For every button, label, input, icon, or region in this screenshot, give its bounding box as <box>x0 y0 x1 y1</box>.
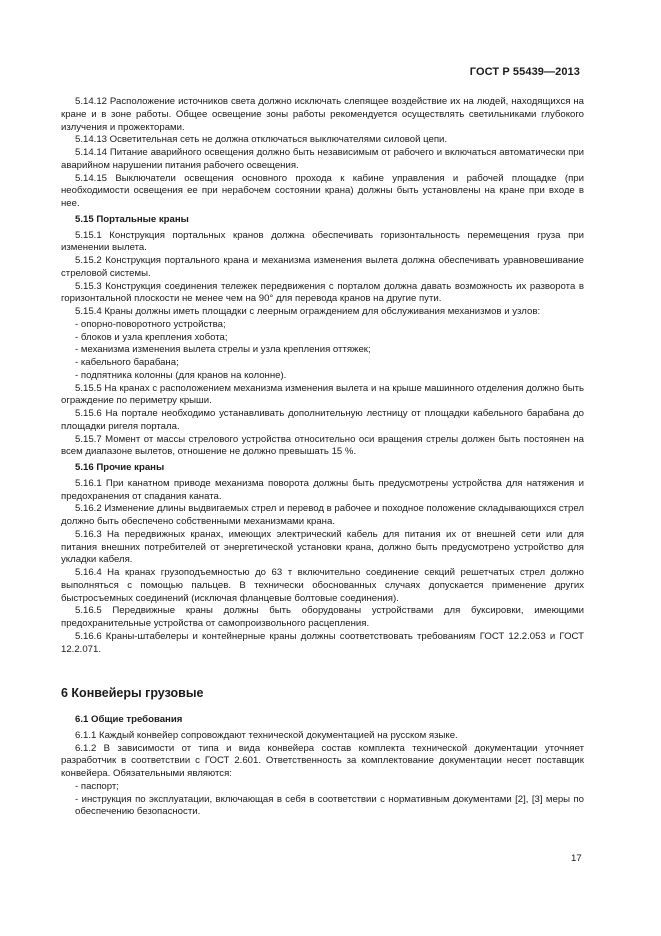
paragraph-5-16-2: 5.16.2 Изменение длины выдвигаемых стрел и перевод в рабочее и походное положение складывающихся стрел должно быть обеспечено собственными механизмами крана. <box>61 503 584 527</box>
list-item: - опорно-поворотного устройства; <box>61 319 584 332</box>
page-content <box>61 96 584 819</box>
list-item: - подпятника колонны (для кранов на колонне). <box>61 370 584 383</box>
subsection-heading-6-1: 6.1 Общие требования <box>75 714 183 725</box>
paragraph-5-14-13: 5.14.13 Осветительная сеть не должна отключаться выключателями силовой цепи. <box>75 134 448 146</box>
paragraph-5-15-6: 5.15.6 На портале необходимо устанавливать дополнительную лестницу от площадки кабельного барабана до площадки ригеля портала. <box>61 408 584 432</box>
list-item: - инструкция по эксплуатации, включающая в себя в соответствии с нормативным документами [2], [3] меры по обеспечению безопасности. <box>61 794 584 820</box>
paragraph-5-15-3: 5.15.3 Конструкция соединения тележек передвижения с порталом должна давать возможность их разворота в горизонтальной плоскости не менее чем на 90° для перевода кранов на другие пути. <box>61 280 584 305</box>
paragraph-5-15-7: 5.15.7 Момент от массы стрелового устройства относительно оси вращения стрелы должен быть постоянен на всем диапазоне вылетов, отношение не должно превышать 15 %. <box>61 433 584 458</box>
section-heading-6: 6 Конвейеры грузовые <box>61 686 204 701</box>
paragraph-5-16-1: 5.16.1 При канатном приводе механизма поворота должны быть предусмотрены устройства для натяжения и предохранения от спадания каната. <box>61 477 584 502</box>
paragraph-5-15-2: 5.15.2 Конструкция портального крана и механизма изменения вылета должна обеспечивать уравновешивание стреловой системы. <box>61 255 584 279</box>
list-item: - блоков и узла крепления хобота; <box>61 332 584 345</box>
paragraph-5-14-15: 5.14.15 Выключатели освещения основного прохода к кабине управления и рабочей площадке (при необходимости освещения ее при нерабочем состоянии крана) должны быть установлены на кране при входе в нее. <box>61 172 584 209</box>
paragraph-5-15-1: 5.15.1 Конструкция портальных кранов должна обеспечивать горизонтальность перемещения груза при изменении вылета. <box>61 229 584 254</box>
page-number: 17 <box>571 853 582 864</box>
paragraph-6-1-2: 6.1.2 В зависимости от типа и вида конвейера состав комплекта технической документации уточняет разработчик в соответствии с ГОСТ 2.601. Ответственность за комплектование документации несет поставщик конвейера. Обязательными являются: <box>61 742 584 779</box>
document-header: ГОСТ Р 55439—2013 <box>469 66 580 78</box>
subsection-heading-5-16: 5.16 Прочие краны <box>75 462 165 473</box>
list-item: - кабельного барабана; <box>61 357 584 370</box>
paragraph-5-15-4: 5.15.4 Краны должны иметь площадки с леерным ограждением для обслуживания механизмов и узлов: <box>75 306 541 317</box>
paragraph-5-16-4: 5.16.4 На кранах грузоподъемностью до 63 т включительно соединение секций решетчатых стрел должно выполняться с помощью пальцев. В технически обоснованных случаях допускается применение других быстросъемных соединений (исключая фланцевые болтовые соединения). <box>61 567 584 604</box>
paragraph-5-14-12: 5.14.12 Расположение источников света должно исключать слепящее воздействие их на людей, находящихся на кране и в зоне работы. Общее освещение зоны работы рекомендуется осуществлять светильниками глубокого излучения и прожекторами. <box>61 96 584 133</box>
paragraph-5-16-3: 5.16.3 На передвижных кранах, имеющих электрический кабель для питания их от внешней сети или для питания внешних потребителей от энергетической установки крана, должно быть предусмотрено устройство для укладки кабеля. <box>61 528 584 566</box>
paragraph-5-16-5: 5.16.5 Передвижные краны должны быть оборудованы устройствами для буксировки, имеющими предохранительные устройства от самопроизвольного расцепления. <box>61 605 584 629</box>
list-item: - паспорт; <box>61 781 584 794</box>
paragraph-6-1-1: 6.1.1 Каждый конвейер сопровождают технической документацией на русском языке. <box>75 729 458 741</box>
paragraph-5-16-6: 5.16.6 Краны-штабелеры и контейнерные краны должны соответствовать требованиям ГОСТ 12.2.053 и ГОСТ 12.2.071. <box>61 630 584 655</box>
list-item: - механизма изменения вылета стрелы и узла крепления оттяжек; <box>61 344 584 357</box>
subsection-heading-5-15: 5.15 Портальные краны <box>75 213 189 225</box>
paragraph-5-14-14: 5.14.14 Питание аварийного освещения должно быть независимым от рабочего и включаться автоматически при аварийном нарушении питания рабочего освещения. <box>61 147 584 171</box>
paragraph-5-15-5: 5.15.5 На кранах с расположением механизма изменения вылета и на крыше машинного отделения должно быть ограждение по периметру крыши. <box>61 382 584 407</box>
